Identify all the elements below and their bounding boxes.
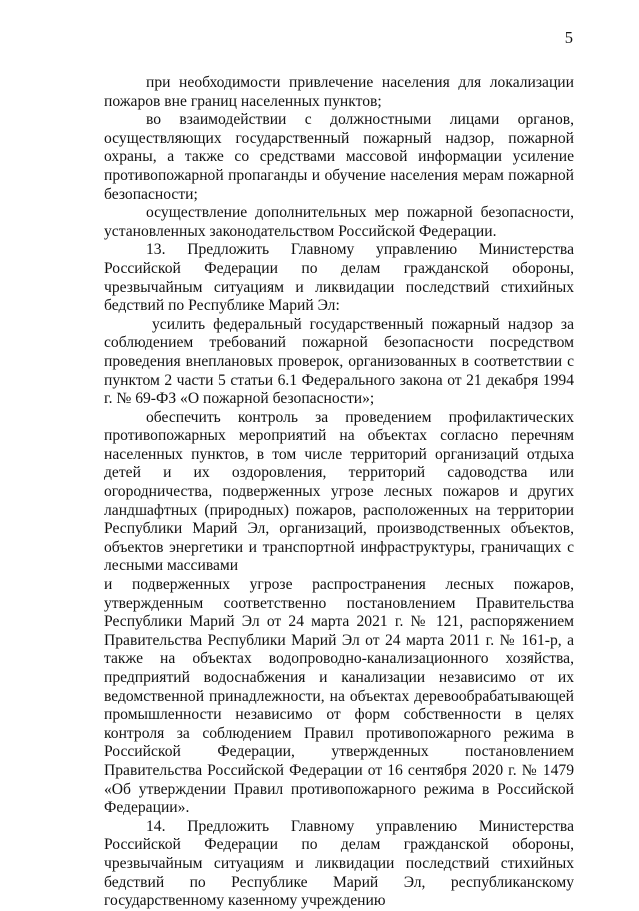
paragraph-item-13: 13. Предложить Главному управлению Министерства Российской Федерации по делам гражданской обороны, чрезвычайным ситуациям и ликвидации последствий стихийных бедствий по Республике Марий Эл: <box>104 241 574 315</box>
paragraph-additional-measures: осуществление дополнительных мер пожарной безопасности, установленных законодательством Российской Федерации. <box>104 204 574 240</box>
paragraph-continuation: и подверженных угрозе распространения лесных пожаров, утвержденным соответственно постановлением Правительства Республики Марий Эл от 24 марта 2021 г. № 121, распоряжением Правительства Республики Марий Эл от 24 марта 2011 г. № 161-р, а также на объектах водопроводно-канализационного хозяйства, предприятий водоснабжения и канализации независимо от их ведомственной принадлежности, на объектах деревообрабатывающей промышленности независимо от форм собственности в целях контроля за соблюдением Правил противопожарного режима в Российской Федерации, утвержденных постановлением Правительства Российской Федерации от 16 сентября 2020 г. № 1479 «Об утверждении Правил противопожарного режима в Российской Федерации». <box>104 576 574 817</box>
document-body <box>104 74 574 911</box>
paragraph-item-14: 14. Предложить Главному управлению Министерства Российской Федерации по делам гражданской обороны, чрезвычайным ситуациям и ликвидации последствий стихийных бедствий по Республике Марий Эл, республиканскому государственному казенному учреждению <box>104 817 574 910</box>
paragraph-fire-supervision: усилить федеральный государственный пожарный надзор за соблюдением требований пожарной безопасности посредством проведения внеплановых проверок, организованных в соответствии с пунктом 2 части 5 статьи 6.1 Федерального закона от 21 декабря 1994 г. № 69-ФЗ «О пожарной безопасности»; <box>104 315 574 408</box>
paragraph-preventive-control: обеспечить контроль за проведением профилактических противопожарных мероприятий на объектах согласно перечням населенных пунктов, в том числе территорий организаций отдыха детей и их оздоровления, территорий садоводства или огородничества, подверженных угрозе лесных пожаров и других ландшафтных (природных) пожаров, расположенных на территории Республики Марий Эл, организаций, производственных объектов, объектов энергетики и транспортной инфраструктуры, граничащих с лесными массивами <box>104 408 574 575</box>
page-number: 5 <box>564 28 573 47</box>
paragraph-fire-propaganda: во взаимодействии с должностными лицами органов, осуществляющих государственный пожарный надзор, пожарной охраны, а также со средствами массовой информации усиление противопожарной пропаганды и обучение населения мерам пожарной безопасности; <box>104 111 574 203</box>
paragraph-population-involvement: при необходимости привлечение населения для локализации пожаров вне границ населенных пунктов; <box>104 74 574 110</box>
